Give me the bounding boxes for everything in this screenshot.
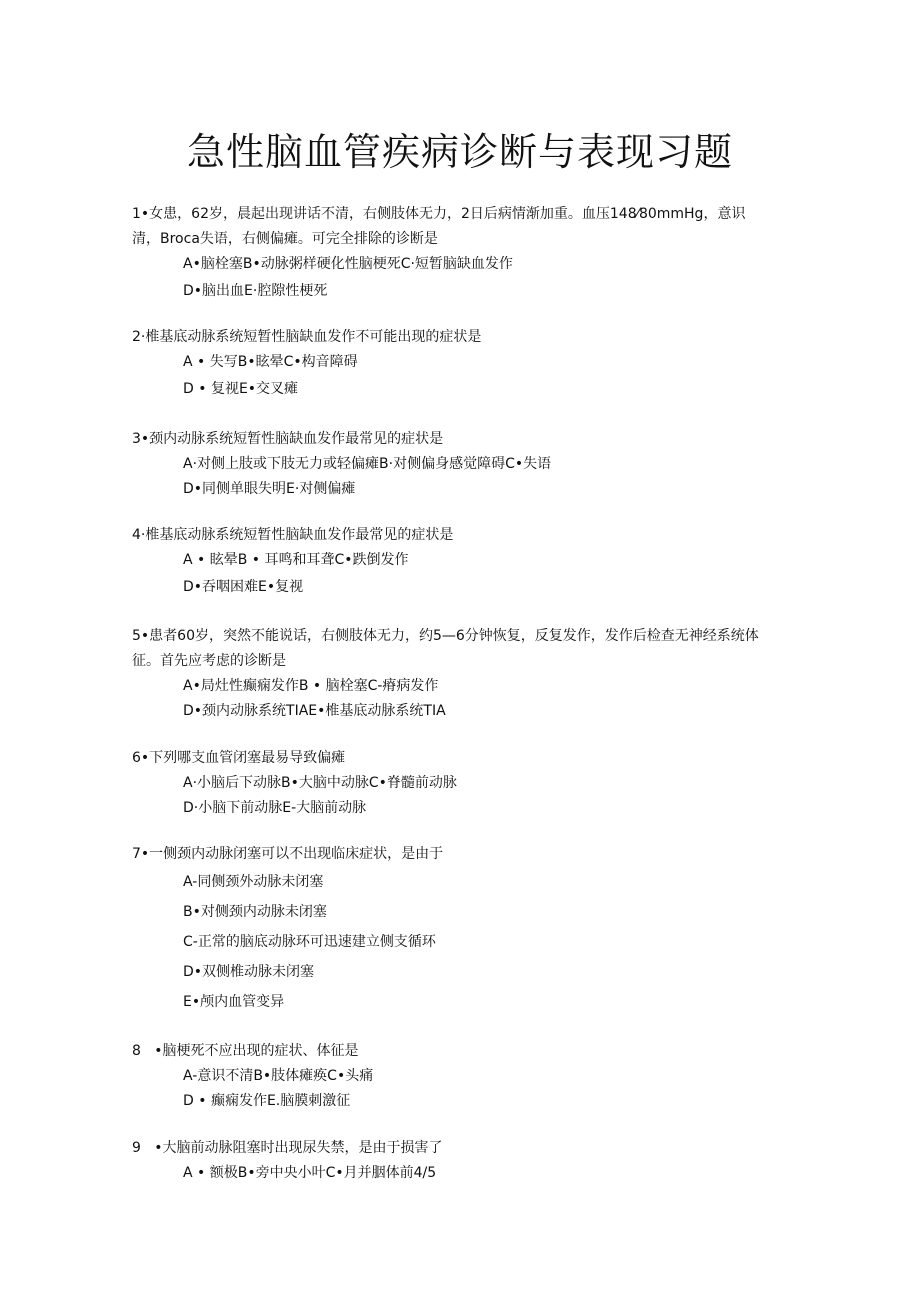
option-line: A-同侧颈外动脉未闭塞 [183, 874, 324, 890]
option-line: A • 眩晕B • 耳鸣和耳聋C•跌倒发作 [183, 552, 409, 568]
question-7 [132, 842, 762, 1017]
option-line: D•脑出血E·腔隙性梗死 [183, 283, 328, 299]
option-line: D • 复视E•交叉瘫 [183, 381, 299, 397]
option-line: C-正常的脑底动脉环可迅速建立侧支循环 [183, 934, 436, 950]
option-line: A • 额极B•旁中央小叶C•月并胭体前4/5 [183, 1165, 437, 1181]
question-3 [132, 427, 762, 502]
question-stem: 3•颈内动脉系统短暂性脑缺血发作最常见的症状是 [132, 431, 444, 447]
question-6 [132, 746, 762, 821]
option-line: D•同侧单眼失明E·对侧偏瘫 [183, 481, 356, 497]
option-line: A·小脑后下动脉B•大脑中动脉C•脊髓前动脉 [183, 775, 457, 791]
option-line: A·对侧上肢或下肢无力或轻偏瘫B·对侧偏身感觉障碍C•失语 [183, 456, 552, 472]
page-title: 急性脑血管疾病诊断与表现习题 [186, 130, 733, 174]
question-stem: 4·椎基底动脉系统短暂性脑缺血发作最常见的症状是 [132, 527, 454, 543]
option-line: E•颅内血管变异 [183, 994, 285, 1010]
question-1 [132, 202, 762, 304]
question-stem: 2·椎基底动脉系统短暂性脑缺血发作不可能出现的症状是 [132, 329, 482, 345]
question-stem: 1•女患，62岁，晨起出现讲话不清，右侧肢体无力，2日后病情渐加重。血压148⁄80mmHg，意识清，Broca失语，右侧偏瘫。可完全排除的诊断是 [132, 206, 746, 247]
question-stem: 8 •脑梗死不应出现的症状、体征是 [132, 1043, 359, 1059]
option-line: D·小脑下前动脉E-大脑前动脉 [183, 800, 367, 816]
question-stem: 5•患者60岁，突然不能说话，右侧肢体无力，约5—6分钟恢复，反复发作，发作后检查无神经系统体征。首先应考虑的诊断是 [132, 628, 759, 669]
question-2 [132, 325, 762, 402]
question-8 [132, 1039, 762, 1114]
question-9 [132, 1136, 762, 1186]
option-line: D•颈内动脉系统TIAE•椎基底动脉系统TIA [183, 703, 446, 719]
option-line: A • 失写B•眩晕C•构音障碍 [183, 354, 358, 370]
option-line: A•脑栓塞B•动脉粥样硬化性脑梗死C·短暂脑缺血发作 [183, 256, 513, 272]
question-5 [132, 624, 762, 724]
option-line: A•局灶性癫痫发作B • 脑栓塞C-瘠病发作 [183, 678, 439, 694]
option-line: D•双侧椎动脉未闭塞 [183, 964, 315, 980]
question-stem: 6•下列哪支血管闭塞最易导致偏瘫 [132, 750, 346, 766]
option-line: D•吞咽困难E•复视 [183, 579, 304, 595]
option-line: B•对侧颈内动脉未闭塞 [183, 904, 327, 920]
option-line: D • 癫痫发作E.脑膜刺激征 [183, 1093, 351, 1109]
question-4 [132, 523, 762, 600]
option-line: A-意识不清B•肢体瘫痪C•头痛 [183, 1068, 374, 1084]
question-stem: 7•一侧颈内动脉闭塞可以不出现临床症状，是由于 [132, 846, 444, 862]
question-stem: 9 •大脑前动脉阻塞时出现尿失禁，是由于损害了 [132, 1140, 443, 1156]
